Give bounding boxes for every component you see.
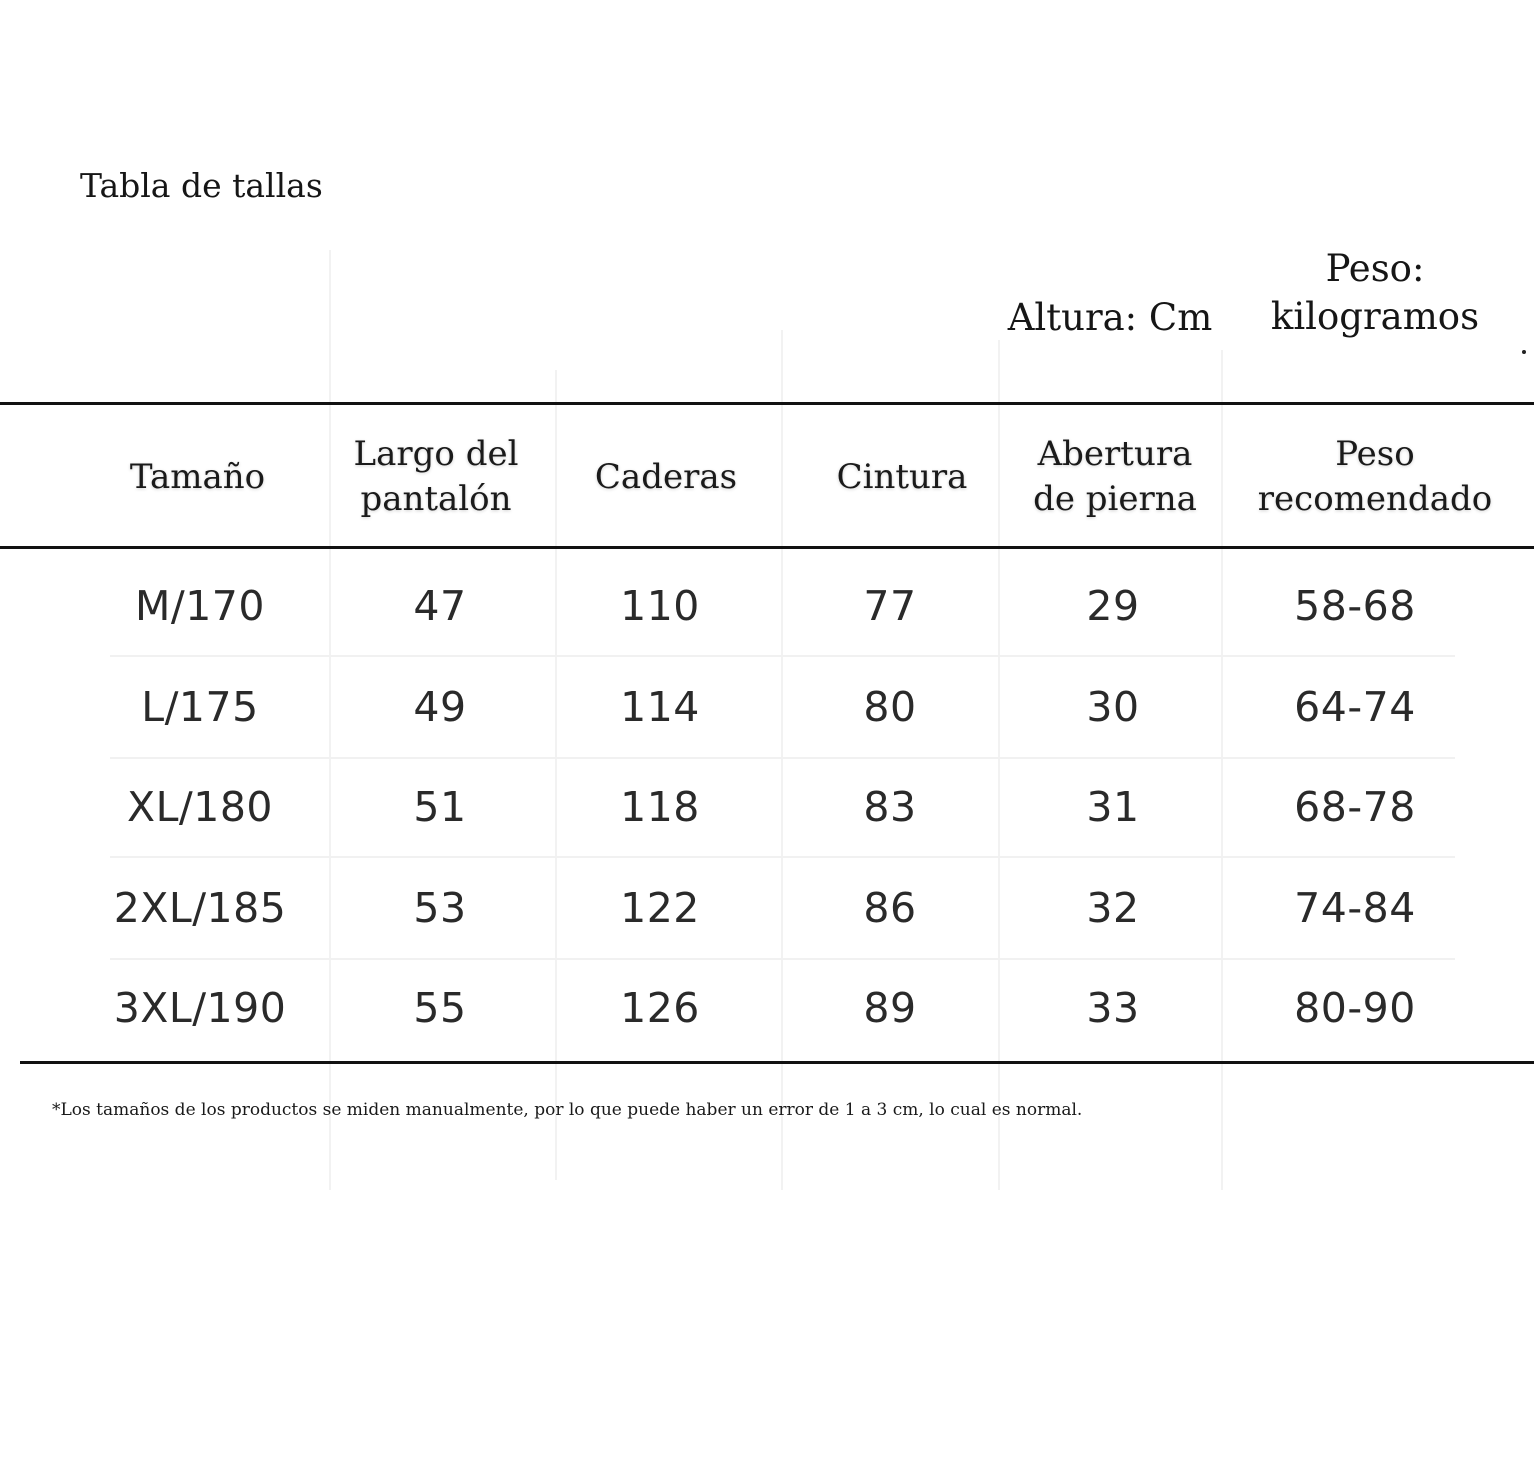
cell-waist: 77 xyxy=(863,582,917,630)
cell-pant-length: 51 xyxy=(413,783,467,831)
cell-leg-opening: 31 xyxy=(1086,783,1140,831)
cell-recommended-weight: 64-74 xyxy=(1294,683,1416,731)
cell-hips: 126 xyxy=(620,984,700,1032)
cell-size: XL/180 xyxy=(127,783,273,831)
cell-hips: 122 xyxy=(620,884,700,932)
cell-waist: 89 xyxy=(863,984,917,1032)
header-pant-length: Largo del pantalón xyxy=(353,434,519,519)
cell-size: M/170 xyxy=(135,582,265,630)
table-top-rule xyxy=(0,402,1534,405)
cell-leg-opening: 30 xyxy=(1086,683,1140,731)
header-hips: Caderas xyxy=(594,456,738,497)
page-title: Tabla de tallas xyxy=(80,166,323,205)
cell-hips: 118 xyxy=(620,783,700,831)
cell-recommended-weight: 80-90 xyxy=(1294,984,1416,1032)
cell-size: 2XL/185 xyxy=(113,884,287,932)
weight-unit-note: Peso: kilogramos xyxy=(1270,247,1480,338)
header-waist: Cintura xyxy=(836,456,968,497)
table-bottom-rule xyxy=(20,1061,1534,1064)
cell-leg-opening: 29 xyxy=(1086,582,1140,630)
cell-hips: 110 xyxy=(620,582,700,630)
cell-pant-length: 53 xyxy=(413,884,467,932)
cell-waist: 86 xyxy=(863,884,917,932)
cell-pant-length: 47 xyxy=(413,582,467,630)
table-header-rule xyxy=(0,546,1534,549)
header-recommended-weight: Peso recomendado xyxy=(1257,434,1493,519)
cell-size: L/175 xyxy=(141,683,259,731)
header-leg-opening: Abertura de pierna xyxy=(1033,434,1197,519)
cell-recommended-weight: 68-78 xyxy=(1294,783,1416,831)
cell-hips: 114 xyxy=(620,683,700,731)
cell-waist: 80 xyxy=(863,683,917,731)
cell-leg-opening: 32 xyxy=(1086,884,1140,932)
header-size: Tamaño xyxy=(129,456,266,497)
table-row xyxy=(0,858,1534,958)
cell-leg-opening: 33 xyxy=(1086,984,1140,1032)
cell-waist: 83 xyxy=(863,783,917,831)
decorative-dot xyxy=(1522,350,1526,354)
table-row xyxy=(0,657,1534,757)
cell-recommended-weight: 58-68 xyxy=(1294,582,1416,630)
cell-pant-length: 55 xyxy=(413,984,467,1032)
cell-recommended-weight: 74-84 xyxy=(1294,884,1416,932)
cell-size: 3XL/190 xyxy=(113,984,287,1032)
height-unit-note: Altura: Cm xyxy=(1007,296,1213,339)
footnote: *Los tamaños de los productos se miden manualmente, por lo que puede haber un error de 1 a 3 cm, lo cual es normal. xyxy=(52,1100,1083,1120)
cell-pant-length: 49 xyxy=(413,683,467,731)
table-row xyxy=(0,958,1534,1058)
table-row xyxy=(0,757,1534,857)
table-row xyxy=(0,556,1534,656)
